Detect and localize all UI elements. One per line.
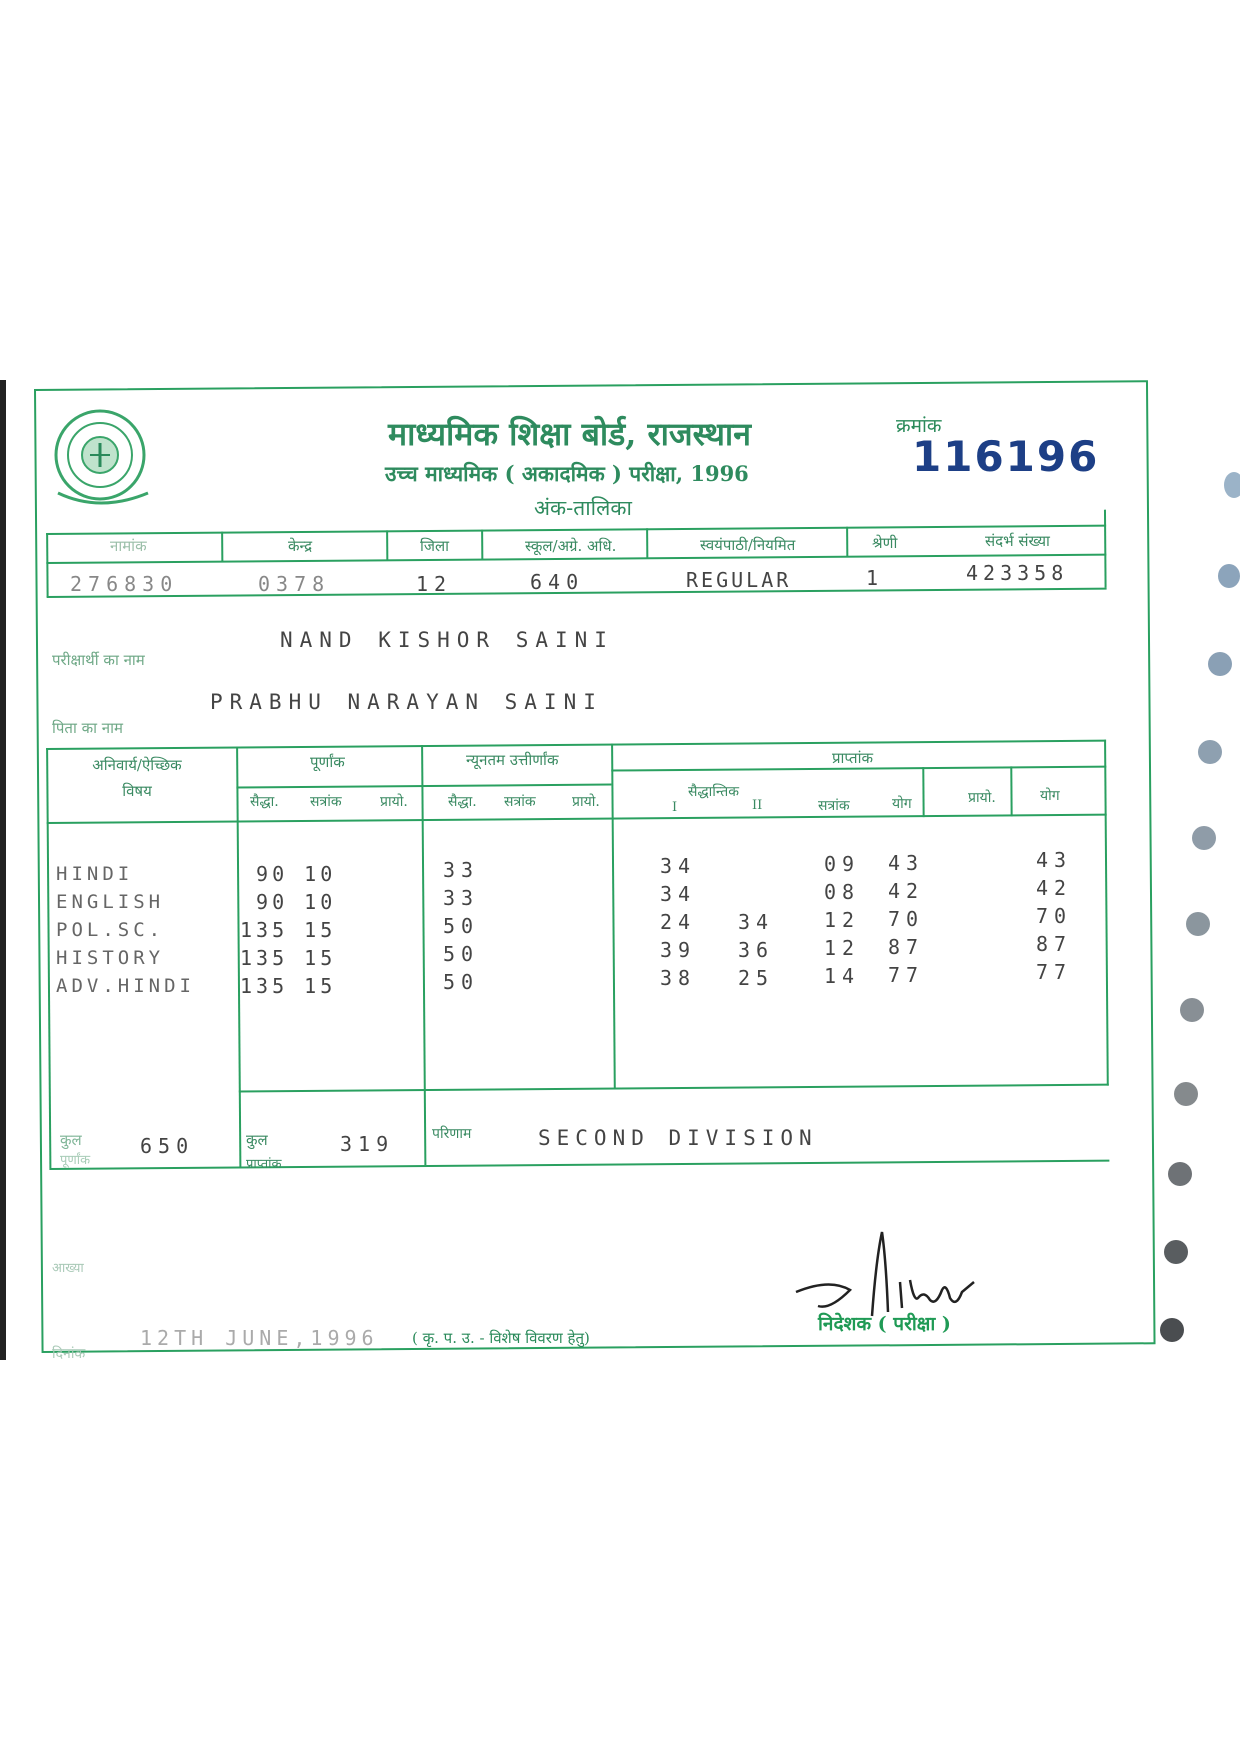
max-practical-header: प्रायो. xyxy=(380,794,408,810)
total-obtained-marks: 319 xyxy=(340,1132,395,1156)
grand-total-header: योग xyxy=(1040,788,1060,804)
father-name-label: पिता का नाम xyxy=(52,719,123,737)
sessional-column: 09 08 12 12 14 xyxy=(824,852,861,988)
binder-hole xyxy=(1164,1240,1188,1264)
subject-header: अनिवार्य/ऐच्छिक विषय xyxy=(92,756,182,800)
max-marks-column: 90 10 90 10 135 15 135 15 135 15 xyxy=(240,862,337,998)
board-emblem xyxy=(50,405,160,515)
binder-hole xyxy=(1208,652,1232,676)
min-theory-header: सैद्धा. xyxy=(448,794,477,810)
info-header-category: स्वयंपाठी/नियमित xyxy=(700,536,796,554)
obt-paper2-header: II xyxy=(752,798,763,813)
info-header-school: स्कूल/अग्रे. अधि. xyxy=(525,537,617,555)
obt-sessional-header: सत्रांक xyxy=(818,798,850,814)
min-practical-header: प्रायो. xyxy=(572,794,600,810)
max-theory-header: सैद्धा. xyxy=(250,794,279,810)
binder-hole xyxy=(1160,1318,1184,1342)
serial-number: 116196 xyxy=(912,432,1100,481)
binder-hole xyxy=(1218,564,1240,588)
grand-total-column: 43 42 70 87 77 xyxy=(1036,848,1073,984)
candidate-name: NAND KISHOR SAINI xyxy=(280,628,614,652)
obt-practical-header: प्रायो. xyxy=(968,790,996,806)
obt-total-header: योग xyxy=(892,796,912,812)
exam-title: उच्च माध्यमिक ( अकादमिक ) परीक्षा, 1996 xyxy=(385,461,749,486)
max-marks-header: पूर्णांक xyxy=(310,753,345,771)
school-code: 640 xyxy=(530,570,585,594)
paper1-column: 34 34 24 39 38 xyxy=(660,854,697,990)
doc-title: अंक-तालिका xyxy=(534,496,632,520)
min-marks-column: 33 33 50 50 50 xyxy=(443,858,480,994)
total-max-marks: 650 xyxy=(140,1134,195,1158)
binder-hole xyxy=(1168,1162,1192,1186)
total-max-label-1: कुल xyxy=(60,1131,82,1149)
footer-note: ( कृ. प. उ. - विशेष विवरण हेतु) xyxy=(412,1329,590,1347)
info-header-roll: नामांक xyxy=(110,537,147,555)
paper2-column: 34 36 25 xyxy=(738,910,775,990)
result-value: SECOND DIVISION xyxy=(538,1126,818,1150)
candidate-category: REGULAR xyxy=(686,568,792,592)
father-name: PRABHU NARAYAN SAINI xyxy=(210,690,603,714)
obt-paper1-header: I xyxy=(672,800,678,815)
candidate-name-label: परीक्षार्थी का नाम xyxy=(52,651,145,669)
result-label: परिणाम xyxy=(432,1126,472,1142)
total-obtained-label-2: प्राप्तांक xyxy=(246,1157,282,1172)
info-header-division: श्रेणी xyxy=(872,534,898,552)
min-sessional-header: सत्रांक xyxy=(504,794,536,810)
centre-code: 0378 xyxy=(258,572,331,596)
binder-hole xyxy=(1186,912,1210,936)
date-label: दिनांक xyxy=(52,1346,86,1362)
obt-theoretical-header: सैद्धान्तिक xyxy=(688,784,739,800)
binder-hole xyxy=(1198,740,1222,764)
theory-total-column: 43 42 70 87 77 xyxy=(888,851,925,987)
info-header-centre: केन्द्र xyxy=(288,537,313,555)
binder-hole xyxy=(1192,826,1216,850)
total-max-label-2: पूर्णांक xyxy=(60,1153,91,1168)
binder-hole xyxy=(1174,1082,1198,1106)
roll-number: 276830 xyxy=(70,572,179,596)
binder-hole xyxy=(1224,472,1240,498)
binder-hole xyxy=(1180,998,1204,1022)
remarks-label: आख्या xyxy=(52,1261,84,1276)
max-sessional-header: सत्रांक xyxy=(310,794,342,810)
board-title: माध्यमिक शिक्षा बोर्ड, राजस्थान xyxy=(388,415,751,453)
min-pass-header: न्यूनतम उत्तीर्णांक xyxy=(466,751,559,769)
district-code: 12 xyxy=(416,572,453,596)
reference-number: 423358 xyxy=(966,561,1069,585)
total-obtained-label-1: कुल xyxy=(246,1131,268,1149)
page-edge xyxy=(0,380,6,1360)
info-header-reference: संदर्भ संख्या xyxy=(985,532,1050,550)
issue-date: 12TH JUNE,1996 xyxy=(140,1326,379,1350)
obtained-header: प्राप्तांक xyxy=(832,749,873,767)
subject-list: HINDI ENGLISH POL.SC. HISTORY ADV.HINDI xyxy=(56,863,195,997)
info-header-district: जिला xyxy=(420,537,450,555)
serial-label: क्रमांक xyxy=(896,415,942,437)
director-label: निदेशक ( परीक्षा ) xyxy=(818,1313,951,1335)
division-code: 1 xyxy=(866,566,885,590)
